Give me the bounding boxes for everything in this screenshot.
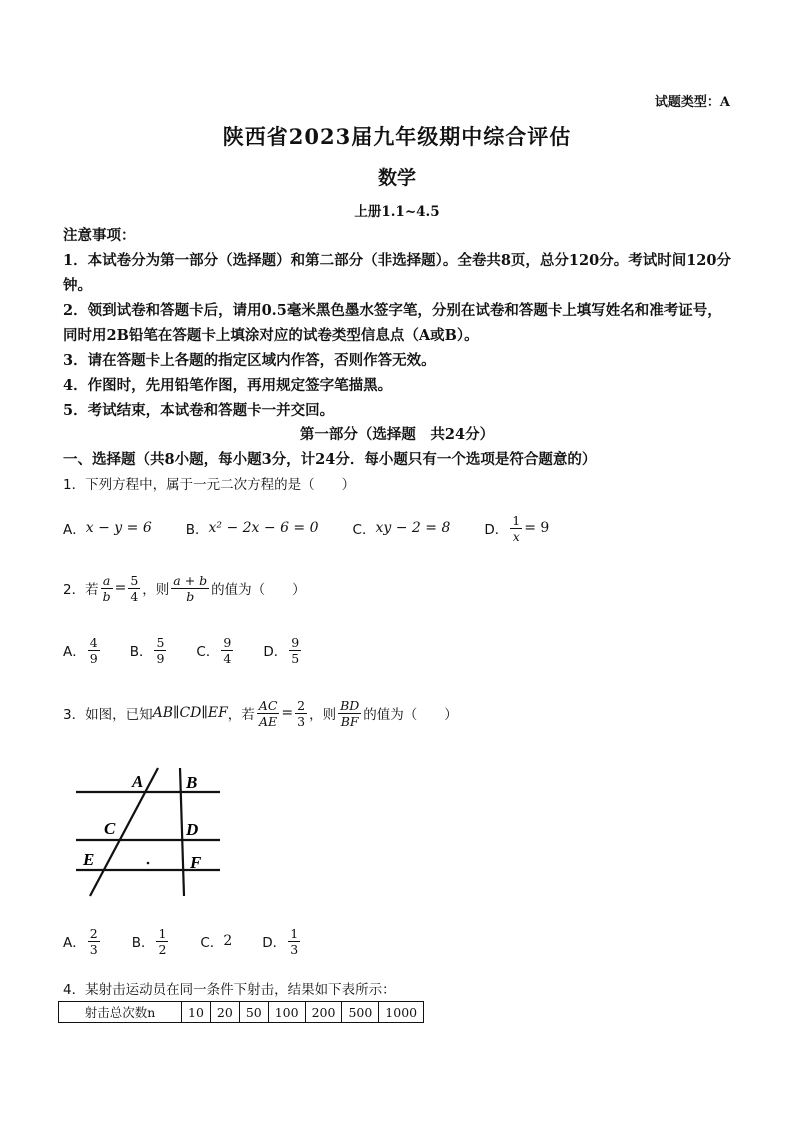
- notes-heading: 注意事项：: [63, 227, 136, 244]
- fraction-denominator: BF: [340, 713, 359, 729]
- fraction-denominator: 3: [89, 941, 98, 957]
- stem-text: 3．如图，已知: [63, 707, 153, 723]
- table-cell: 200: [305, 1002, 342, 1023]
- fraction-numerator: 1: [512, 512, 521, 528]
- point-label-d: D: [186, 820, 199, 839]
- option-label: C．: [200, 935, 224, 951]
- fraction-numerator: BD: [340, 697, 360, 713]
- option-label: B．: [131, 935, 155, 951]
- note-item: 3．请在答题卡上各题的指定区域内作答，否则作答无效。: [63, 352, 436, 369]
- fraction-numerator: 1: [290, 925, 299, 941]
- fraction-numerator: 4: [89, 634, 98, 650]
- point-label-f: F: [190, 853, 202, 872]
- note-item: 2．领到试卷和答题卡后，请用0.5毫米黑色墨水签字笔，分别在试卷和答题卡上填写姓名和准考证号，同时用2B铅笔在答题卡上填涂对应的试卷类型信息点（A或B）。: [63, 302, 722, 344]
- fraction-denominator: 5: [291, 650, 300, 666]
- condition-fraction: [257, 698, 280, 729]
- fraction-numerator: 9: [223, 634, 232, 650]
- fraction-numerator: 2: [297, 697, 306, 713]
- option-d-fraction: [510, 513, 522, 544]
- option-d-fraction: [289, 635, 301, 666]
- question-4-stem: 4．某射击运动员在同一条件下射击，结果如下表所示：: [63, 982, 396, 998]
- question-3-stem: [63, 695, 458, 731]
- fraction-numerator: a: [101, 573, 113, 589]
- fraction-denominator: b: [102, 588, 111, 604]
- fraction-denominator: 9: [89, 650, 98, 666]
- fraction-numerator: 9: [291, 634, 300, 650]
- note-item: 5．考试结束，本试卷和答题卡一并交回。: [63, 402, 335, 419]
- fraction-numerator: a + b: [173, 572, 208, 588]
- option-c-expr: xy − 2 = 8: [375, 520, 451, 536]
- table-cell: 10: [182, 1002, 211, 1023]
- stem-text: 的值为（ ）: [363, 707, 458, 723]
- option-b-fraction: [154, 635, 166, 666]
- stem-text: 2．若: [63, 582, 99, 598]
- transversal-ace: [90, 768, 158, 896]
- fraction-denominator: 2: [158, 941, 167, 957]
- fraction-numerator: 5: [156, 634, 165, 650]
- fraction-denominator: 3: [297, 713, 306, 729]
- subject-title: 数学: [377, 167, 416, 189]
- point-label-b: B: [186, 773, 198, 792]
- question-2-stem: [63, 570, 306, 606]
- option-label: B．: [185, 522, 209, 538]
- stray-dot: [147, 862, 150, 865]
- table-cell: 20: [210, 1002, 239, 1023]
- point-label-a: A: [132, 772, 144, 791]
- fraction-numerator: 2: [89, 925, 98, 941]
- stem-text: ，若: [227, 707, 255, 723]
- option-c-fraction: [221, 635, 233, 666]
- table-cell: 100: [268, 1002, 305, 1023]
- point-label-c: C: [104, 819, 116, 838]
- condition-value-fraction: [295, 698, 307, 729]
- table-cell: 500: [342, 1002, 379, 1023]
- scope-label: 上册1.1~4.5: [354, 204, 440, 220]
- condition-value-fraction: [128, 573, 140, 604]
- fraction-numerator: AC: [258, 697, 278, 713]
- asked-fraction: [171, 573, 209, 604]
- option-d-fraction: [288, 926, 300, 957]
- notes-block: [63, 223, 733, 423]
- option-label: C．: [352, 522, 376, 538]
- table-cell: 50: [239, 1002, 268, 1023]
- option-label: A．: [63, 935, 86, 951]
- option-b-fraction: [156, 926, 168, 957]
- option-d-tail: = 9: [524, 520, 550, 536]
- option-a-expr: x − y = 6: [85, 520, 152, 536]
- stem-text: 的值为（ ）: [211, 582, 306, 598]
- option-label: D．: [262, 935, 287, 951]
- question-2-options: [63, 632, 303, 668]
- fraction-denominator: 3: [290, 941, 299, 957]
- note-item: 1．本试卷分为第一部分（选择题）和第二部分（非选择题）。全卷共8页，总分120分。考试时间120分钟。: [63, 252, 731, 294]
- equals-sign: =: [281, 705, 294, 721]
- parallel-lines-figure: [70, 762, 230, 902]
- fraction-numerator: 1: [158, 925, 167, 941]
- option-label: B．: [129, 644, 153, 660]
- section-heading: 一、选择题（共8小题，每小题3分，计24分．每小题只有一个选项是符合题意的）: [63, 451, 597, 468]
- stem-text: ，则: [142, 582, 170, 598]
- parallel-expr: AB∥CD∥EF: [152, 705, 228, 721]
- question-1-stem: 1．下列方程中，属于一元二次方程的是（ ）: [63, 477, 356, 493]
- table-row-label: 射击总次数n: [59, 1002, 182, 1023]
- option-label: D．: [484, 522, 509, 538]
- equals-sign: =: [114, 580, 127, 596]
- condition-fraction: [101, 573, 113, 604]
- option-a-fraction: [88, 926, 100, 957]
- transversal-bdf: [180, 768, 184, 896]
- note-item: 4．作图时，先用铅笔作图，再用规定签字笔描黑。: [63, 377, 393, 394]
- option-b-expr: x² − 2x − 6 = 0: [208, 520, 319, 536]
- paper-type-label: 试题类型：A: [654, 95, 730, 110]
- asked-fraction: [338, 698, 361, 729]
- point-label-e: E: [83, 850, 95, 869]
- table-row: [59, 1002, 424, 1023]
- table-cell: 1000: [379, 1002, 424, 1023]
- question-3-options: [63, 923, 302, 959]
- option-a-fraction: [88, 635, 100, 666]
- option-label: C．: [196, 644, 220, 660]
- stem-text: ，则: [309, 707, 337, 723]
- option-c-value: 2: [223, 933, 233, 949]
- page-title: 陕西省2023届九年级期中综合评估: [222, 124, 572, 149]
- part-one-heading: 第一部分（选择题 共24分）: [299, 426, 495, 443]
- option-label: A．: [63, 644, 86, 660]
- option-label: D．: [263, 644, 288, 660]
- fraction-denominator: b: [186, 588, 195, 604]
- fraction-denominator: 4: [223, 650, 232, 666]
- option-label: A．: [63, 522, 86, 538]
- fraction-denominator: 4: [130, 588, 139, 604]
- question-1-options: [63, 512, 549, 544]
- fraction-denominator: AE: [259, 713, 278, 729]
- shooting-results-table: [58, 1001, 424, 1023]
- fraction-denominator: x: [512, 528, 520, 544]
- fraction-denominator: 9: [156, 650, 165, 666]
- fraction-numerator: 5: [130, 572, 139, 588]
